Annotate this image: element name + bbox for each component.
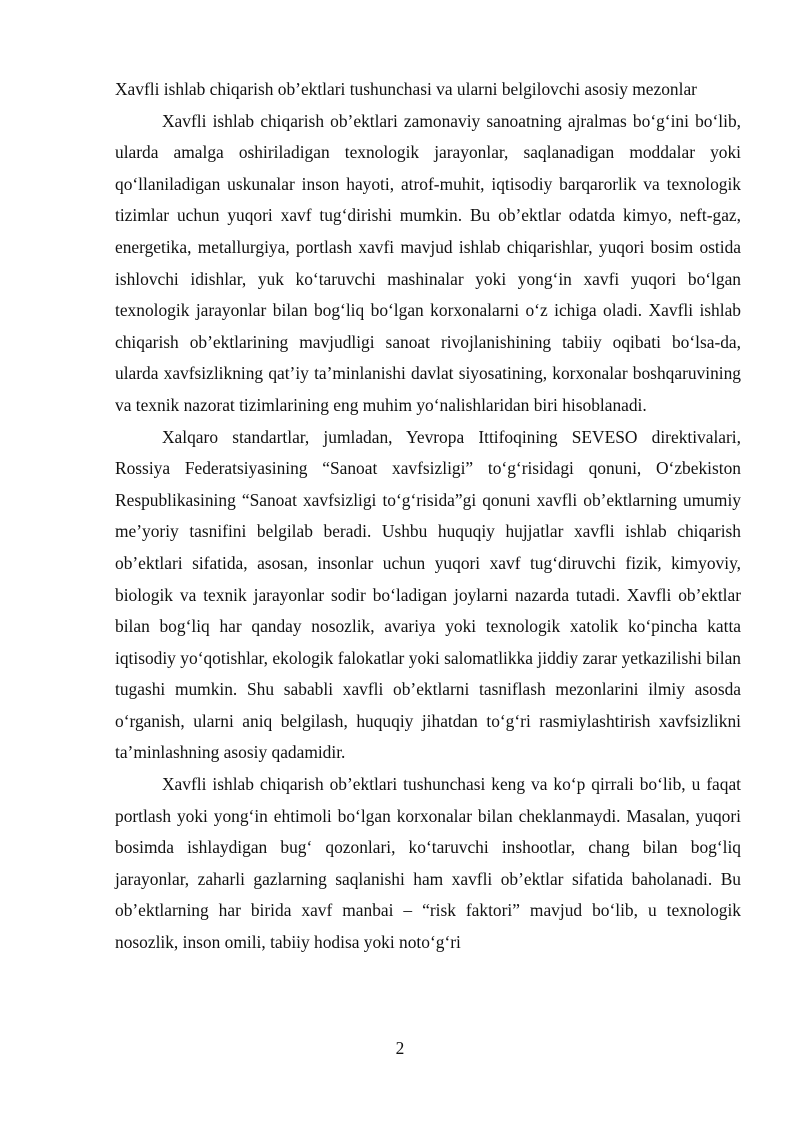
document-page <box>115 74 741 959</box>
paragraph-1: Xavfli ishlab chiqarish ob’ektlari zamonaviy sanoatning ajralmas bo‘g‘ini bo‘lib, ularda amalga oshiriladigan texnologik jarayonlar, saqlanadigan moddalar yoki qo‘llaniladigan uskunalar inson hayoti, atrof-muhit, iqtisodiy barqarorlik va texnologik tizimlar uchun yuqori xavf tug‘dirishi mumkin. Bu ob’ektlar odatda kimyo, neft-gaz, energetika, metallurgiya, portlash xavfi mavjud ishlab chiqarishlar, yuqori bosim ostida ishlovchi idishlar, yuk ko‘taruvchi mashinalar yoki yong‘in xavfi yuqori bo‘lgan texnologik jarayonlar bilan bog‘liq bo‘lgan korxonalarni o‘z ichiga oladi. Xavfli ishlab chiqarish ob’ektlarining mavjudligi sanoat rivojlanishining tabiiy oqibati bo‘lsa-da, ularda xavfsizlikning qat’iy ta’minlanishi davlat siyosatining, korxonalar boshqaruvining va texnik nazorat tizimlarining eng muhim yo‘nalishlaridan biri hisoblanadi. <box>115 110 741 415</box>
paragraph-2: Xalqaro standartlar, jumladan, Yevropa Ittifoqining SEVESO direktivalari, Rossiya Federatsiyasining “Sanoat xavfsizligi” to‘g‘risidagi qonuni, O‘zbekiston Respublikasining “Sanoat xavfsizligi to‘g‘risida”gi qonuni xavfli ob’ektlarning umumiy me’yoriy tasnifini belgilab beradi. Ushbu huquqiy hujjatlar xavfli ishlab chiqarish ob’ektlari sifatida, asosan, insonlar uchun yuqori xavf tug‘diruvchi fizik, kimyoviy, biologik va texnik jarayonlar sodir bo‘ladigan joylarni nazarda tutadi. Xavfli ob’ektlar bilan bog‘liq har qanday nosozlik, avariya yoki texnologik xatolik ko‘pincha katta iqtisodiy yo‘qotishlar, ekologik falokatlar yoki salomatlikka jiddiy zarar yetkazilishi bilan tugashi mumkin. Shu sababli xavfli ob’ektlarni tasniflash mezonlarini ilmiy asosda o‘rganish, ularni aniq belgilash, huquqiy jihatdan to‘g‘ri rasmiylashtirish xavfsizlikni ta’minlashning asosiy qadamidir. <box>115 426 741 763</box>
paragraph-3: Xavfli ishlab chiqarish ob’ektlari tushunchasi keng va ko‘p qirrali bo‘lib, u faqat portlash yoki yong‘in ehtimoli bo‘lgan korxonalar bilan cheklanmaydi. Masalan, yuqori bosimda ishlaydigan bug‘ qozonlari, ko‘taruvchi inshootlar, chang bilan bog‘liq jarayonlar, zaharli gazlarning saqlanishi ham xavfli ob’ektlar sifatida baholanadi. Bu ob’ektlarning har birida xavf manbai – “risk faktori” mavjud bo‘lib, u texnologik nosozlik, inson omili, tabiiy hodisa yoki noto‘g‘ri <box>115 774 741 953</box>
document-heading: Xavfli ishlab chiqarish ob’ektlari tushunchasi va ularni belgilovchi asosiy mezonlar <box>115 79 697 99</box>
page-number: 2 <box>395 1038 405 1058</box>
